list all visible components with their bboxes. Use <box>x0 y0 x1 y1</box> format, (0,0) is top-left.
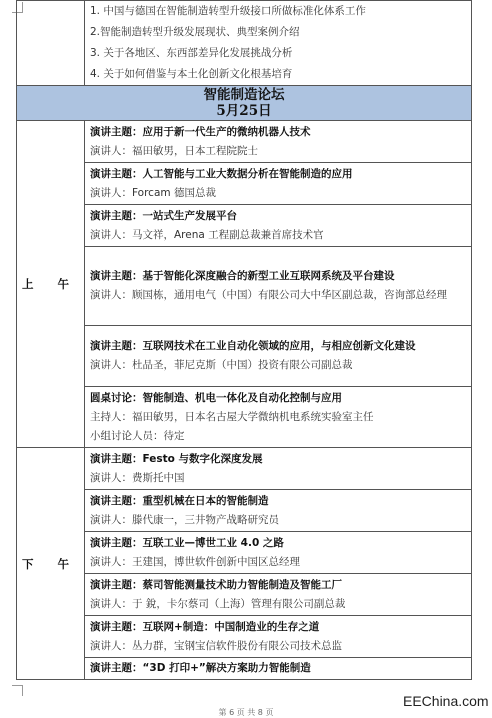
forum-header-row <box>17 86 472 121</box>
talk-title: 演讲主题：一站式生产发展平台 <box>90 209 237 222</box>
talk-title: 演讲主题：“3D 打印+”解决方案助力智能制造 <box>90 662 311 674</box>
talk-row <box>17 387 472 448</box>
forum-date: 5月25日 <box>216 103 272 119</box>
talk-speaker: 主持人：福田敏男，日本名古屋大学微纳机电系统实验室主任 <box>90 410 374 423</box>
talk-cell <box>85 205 472 247</box>
topics-left-cell <box>17 1 85 86</box>
site-watermark: EEChina.com <box>403 693 489 709</box>
talk-cell <box>85 448 472 490</box>
talk-title: 演讲主题：基于智能化深度融合的新型工业互联网系统及平台建设 <box>90 270 395 282</box>
topic-item: 3. 关于各地区、东西部差异化发展挑战分析 <box>90 47 293 59</box>
talk-cell <box>85 387 472 448</box>
page-footer: 第 6 页 共 8 页 <box>218 708 274 717</box>
talk-cell <box>85 574 472 616</box>
talk-cell <box>85 490 472 532</box>
topics-cell <box>85 1 472 86</box>
topic-item: 4. 关于如何借鉴与本土化创新文化根基培育 <box>90 68 293 80</box>
talk-panelists: 小组讨论人员：待定 <box>90 429 185 442</box>
session-morning-label: 上 午 <box>17 121 85 448</box>
talk-row <box>17 163 472 205</box>
talk-row <box>17 574 472 616</box>
talk-title: 演讲主题：人工智能与工业大数据分析在智能制造的应用 <box>90 167 353 180</box>
talk-row <box>17 616 472 658</box>
talk-title: 圆桌讨论：智能制造、机电一体化及自动化控制与应用 <box>90 391 342 404</box>
schedule-table <box>16 0 472 680</box>
session-afternoon-label: 下 午 <box>17 448 85 680</box>
talk-cell <box>85 532 472 574</box>
talk-title: 演讲主题：应用于新一代生产的微纳机器人技术 <box>90 125 311 138</box>
topics-row <box>17 1 472 86</box>
talk-cell <box>85 121 472 163</box>
talk-speaker: 演讲人：福田敏男，日本工程院院士 <box>90 144 258 157</box>
talk-cell <box>85 326 472 387</box>
talk-speaker: 演讲人：杜品圣，菲尼克斯（中国）投资有限公司副总裁 <box>90 359 353 371</box>
talk-cell <box>85 163 472 205</box>
talk-speaker: 演讲人：顾国栋，通用电气（中国）有限公司大中华区副总裁，咨询部总经理 <box>90 289 447 301</box>
talk-title: 演讲主题：重型机械在日本的智能制造 <box>90 494 269 507</box>
talk-speaker: 演讲人：王建国，博世软件创新中国区总经理 <box>90 555 300 568</box>
talk-row <box>17 490 472 532</box>
talk-title: 演讲主题：互联工业—博世工业 4.0 之路 <box>90 536 284 549</box>
talk-title: 演讲主题：Festo 与数字化深度发展 <box>90 452 263 465</box>
talk-cell <box>85 616 472 658</box>
forum-header <box>17 86 472 121</box>
crop-mark-bottom-left <box>12 685 23 696</box>
topic-item: 2.智能制造转型升级发展现状、典型案例介绍 <box>90 26 300 38</box>
forum-title: 智能制造论坛 <box>203 87 285 103</box>
talk-row <box>17 121 472 163</box>
talk-row <box>17 448 472 490</box>
talk-speaker: 演讲人：滕代康一，三井物产战略研究员 <box>90 513 279 526</box>
talk-speaker: 演讲人：于 銳，卡尔蔡司（上海）管理有限公司副总裁 <box>90 597 346 610</box>
talk-row <box>17 658 472 680</box>
talk-cell <box>85 658 472 680</box>
talk-speaker: 演讲人：Forcam 德国总裁 <box>90 186 216 199</box>
talk-row <box>17 205 472 247</box>
talk-cell <box>85 247 472 326</box>
talk-speaker: 演讲人：丛力群，宝钢宝信软件股份有限公司技术总监 <box>90 639 342 652</box>
talk-row <box>17 326 472 387</box>
talk-title: 演讲主题：互联网+制造：中国制造业的生存之道 <box>90 620 320 633</box>
talk-speaker: 演讲人：费斯托中国 <box>90 471 185 484</box>
talk-title: 演讲主题：互联网技术在工业自动化领域的应用，与相应创新文化建设 <box>90 340 416 352</box>
talk-row <box>17 532 472 574</box>
topic-item: 1. 中国与德国在智能制造转型升级接口所做标准化体系工作 <box>90 5 366 17</box>
talk-speaker: 演讲人：马文祥，Arena 工程副总裁兼首席技术官 <box>90 228 324 241</box>
talk-title: 演讲主题：蔡司智能测量技术助力智能制造及智能工厂 <box>90 578 342 591</box>
talk-row <box>17 247 472 326</box>
